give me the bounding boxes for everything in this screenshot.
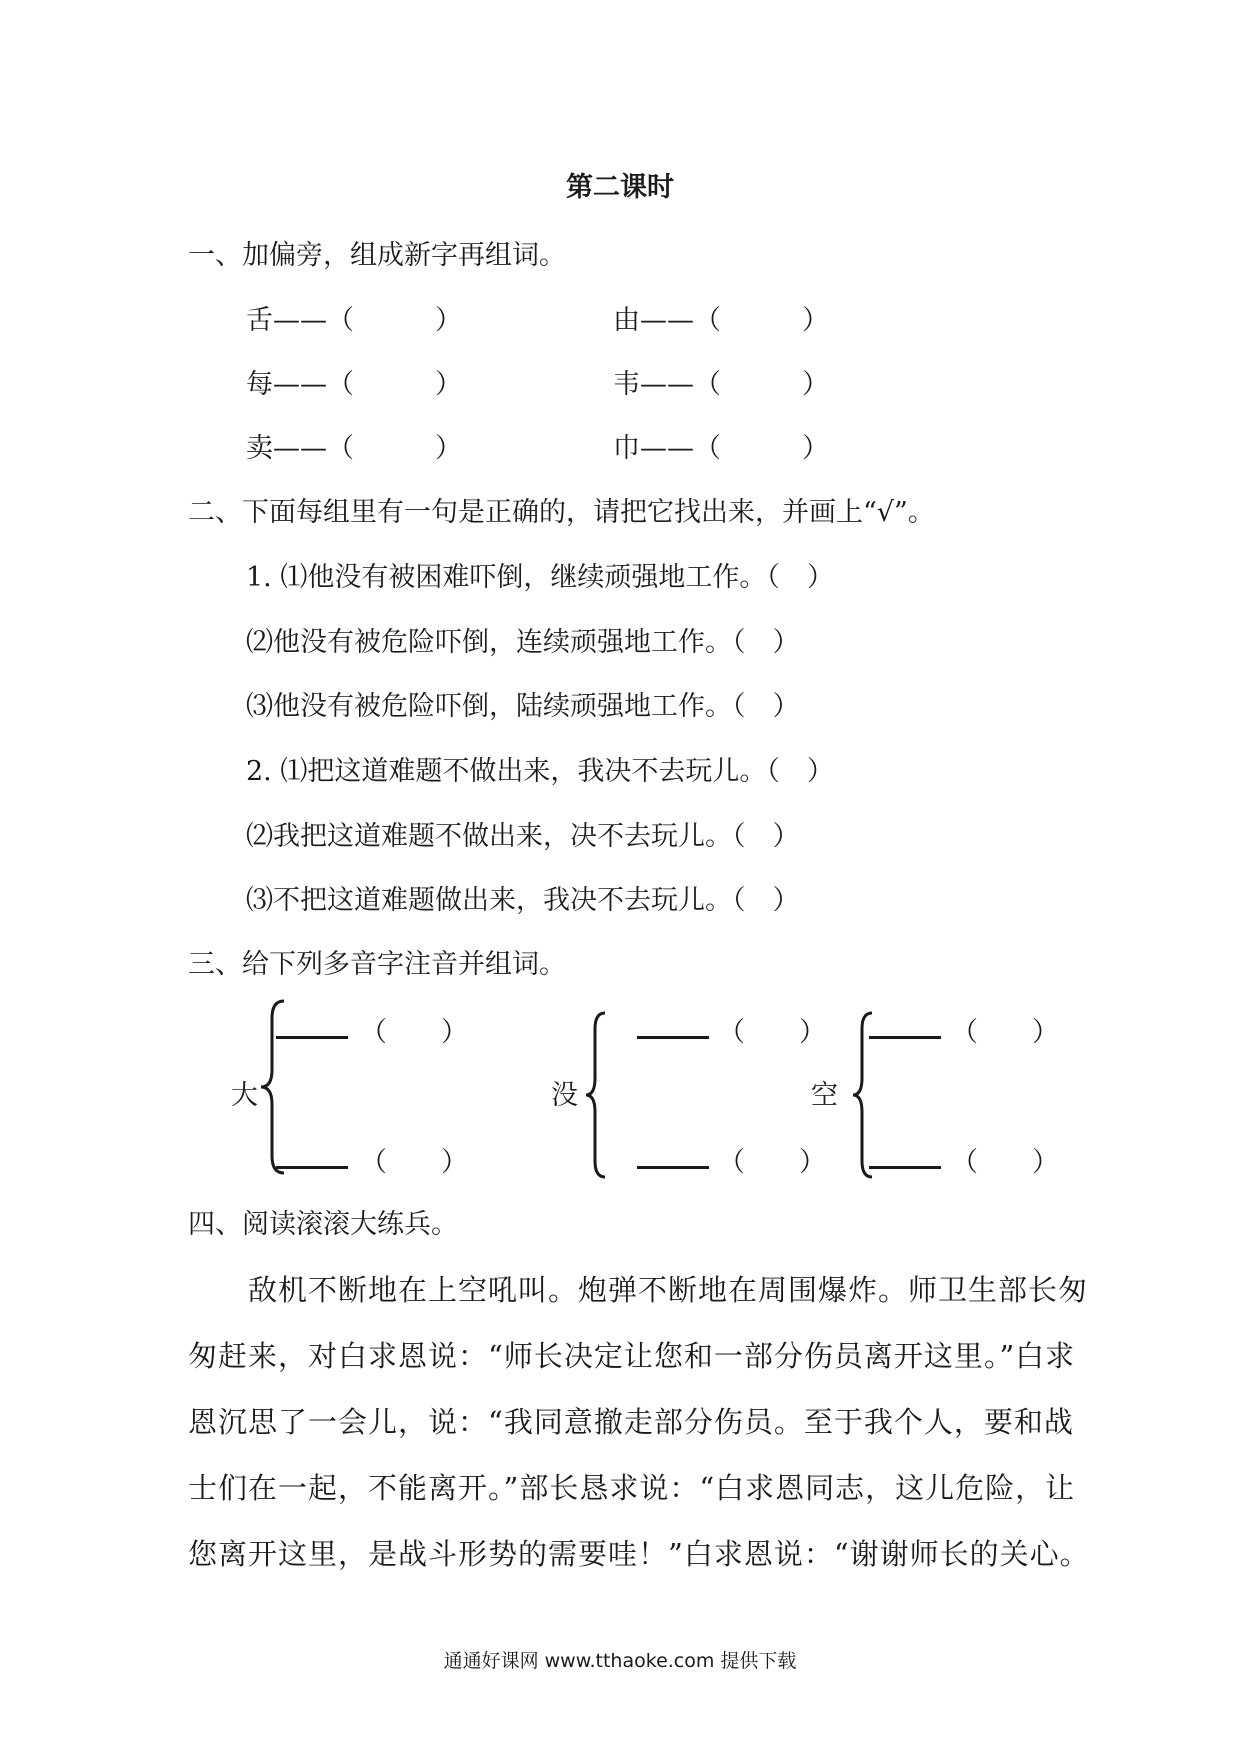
section1-heading: 一、加偏旁，组成新字再组词。: [188, 240, 566, 271]
radical-item: 由——（ ）: [613, 305, 829, 336]
brace-icon: [258, 998, 288, 1176]
footer-watermark: 通通好课网 www.tthaoke.com 提供下载: [443, 1650, 797, 1672]
blank-parens: （ ）: [718, 1017, 826, 1048]
sentence-option: ⑶他没有被危险吓倒，陆续顽强地工作。（ ）: [246, 691, 800, 722]
answer-line: [869, 1036, 941, 1039]
passage-line: 匆赶来，对白求恩说：“师长决定让您和一部分伤员离开这里。”白求: [188, 1339, 1076, 1373]
sentence-option: ⑵我把这道难题不做出来，决不去玩儿。（ ）: [246, 821, 800, 852]
blank-parens: （ ）: [360, 1147, 468, 1178]
blank-parens: （ ）: [951, 1147, 1059, 1178]
sentence-option: 2. ⑴把这道难题不做出来，我决不去玩儿。（ ）: [246, 756, 834, 787]
passage-line: 士们在一起，不能离开。”部长恳求说：“白求恩同志，这儿危险，让: [188, 1471, 1076, 1505]
answer-line: [637, 1036, 709, 1039]
passage-line: 恩沉思了一会儿，说：“我同意撤走部分伤员。至于我个人，要和战: [188, 1405, 1074, 1439]
answer-line: [276, 1166, 348, 1169]
radical-item: 每——（ ）: [246, 369, 462, 400]
blank-parens: （ ）: [718, 1147, 826, 1178]
section2-heading: 二、下面每组里有一句是正确的，请把它找出来，并画上“√”。: [188, 497, 935, 528]
polyphone-char: 大: [231, 1080, 258, 1111]
radical-item: 卖——（ ）: [246, 433, 462, 464]
page-title: 第二课时: [566, 172, 674, 203]
sentence-option: ⑶不把这道难题做出来，我决不去玩儿。（ ）: [246, 885, 800, 916]
passage-line: 您离开这里，是战斗形势的需要哇！”白求恩说：“谢谢师长的关心。: [188, 1537, 1090, 1571]
answer-line: [869, 1166, 941, 1169]
blank-parens: （ ）: [360, 1017, 468, 1048]
blank-parens: （ ）: [951, 1017, 1059, 1048]
polyphone-char: 没: [551, 1080, 578, 1111]
radical-item: 韦——（ ）: [613, 369, 829, 400]
radical-item: 舌——（ ）: [246, 305, 462, 336]
answer-line: [276, 1036, 348, 1039]
brace-icon: [583, 1010, 609, 1180]
radical-item: 巾——（ ）: [613, 433, 829, 464]
sentence-option: 1. ⑴他没有被困难吓倒，继续顽强地工作。（ ）: [246, 562, 834, 593]
section3-heading: 三、给下列多音字注音并组词。: [188, 949, 566, 980]
answer-line: [637, 1166, 709, 1169]
passage-line: 敌机不断地在上空吼叫。炮弹不断地在周围爆炸。师卫生部长匆: [188, 1273, 1089, 1307]
polyphone-char: 空: [811, 1080, 838, 1111]
sentence-option: ⑵他没有被危险吓倒，连续顽强地工作。（ ）: [246, 627, 800, 658]
section4-heading: 四、阅读滚滚大练兵。: [188, 1209, 458, 1240]
